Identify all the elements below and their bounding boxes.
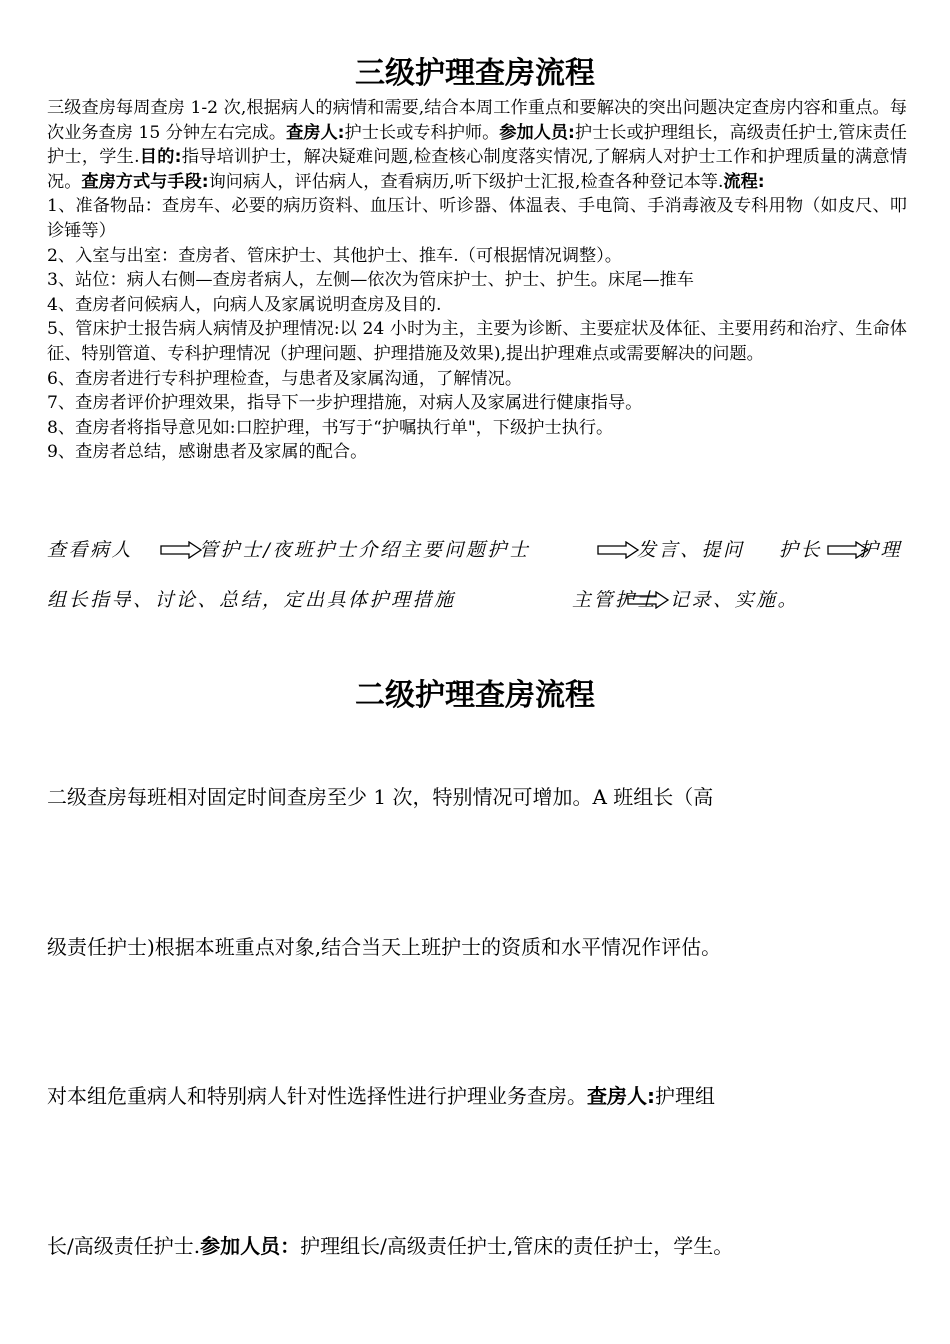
section2-line-2: 级责任护士)根据本班重点对象,结合当天上班护士的资质和水平情况作评估。 <box>47 935 722 959</box>
step-item: 2、入室与出室：查房者、管床护士、其他护士、推车.（可根据情况调整）。 <box>47 245 622 266</box>
right-arrow-icon <box>627 591 669 609</box>
section2-line-3-tail: 护理组 <box>655 1084 715 1108</box>
checker-text: 护士长或专科护师。 <box>344 122 500 143</box>
step-item: 4、查房者问候病人，向病人及家属说明查房及目的. <box>47 294 442 315</box>
section2-line-3 <box>47 1081 907 1111</box>
flow-step-nursing: 护理 <box>859 539 903 561</box>
section2-line-1: 二级查房每班相对固定时间查房至少 1 次，特别情况可增加。A 班组长（高 <box>47 785 714 809</box>
step-item: 6、查房者进行专科护理检查，与患者及家属沟通，了解情况。 <box>47 368 523 389</box>
flow-step-group-leader-guide: 组长指导、讨论、总结，定出具体护理措施 <box>47 589 456 611</box>
section2-line-4 <box>47 1231 907 1261</box>
process-label: 流程: <box>723 171 765 192</box>
section2-checker-label: 查房人: <box>587 1084 655 1108</box>
participants-label: 参加人员: <box>499 122 575 143</box>
right-arrow-icon <box>597 541 639 559</box>
section2-line-4-a: 长/高级责任护士. <box>47 1234 201 1258</box>
flow-line-1 <box>47 530 917 570</box>
flow-step-nurse-report: 管护士/夜班护士介绍主要问题护士 <box>199 539 531 561</box>
flow-line-2 <box>47 580 917 620</box>
step-item: 3、站位：病人右侧—查房者病人，左侧—依次为管床护士、护士、护生。床尾—推车 <box>47 270 694 291</box>
method-text: 询问病人，评估病人，查看病历,听下级护士汇报,检查各种登记本等. <box>208 171 724 192</box>
flow-step-head-nurse: 护长 <box>779 539 823 561</box>
flow-step-speak-question: 发言、提问 <box>637 539 745 561</box>
step-item: 8、查房者将指导意见如:口腔护理，书写于“护嘱执行单"，下级护士执行。 <box>47 417 614 438</box>
intro-text: 三级查房每周查房 1-2 次,根据病人的病情和需要,结合本周工作重点和要解决的突出问题决定查房内容和重点。每次业务查房 15 分钟左右完成。 <box>47 98 907 143</box>
section1-body <box>47 96 907 465</box>
flow-step-view-patient: 查看病人 <box>47 539 134 561</box>
section2-title: 二级护理查房流程 <box>355 678 595 713</box>
step-item: 7、查房者评价护理效果，指导下一步护理措施，对病人及家属进行健康指导。 <box>47 393 643 414</box>
flow-step-chief-nurse: 主管护士 <box>572 589 659 611</box>
step-item: 1、准备物品：查房车、必要的病历资料、血压计、听诊器、体温表、手电筒、手消毒液及专科用物（如皮尺、叩诊锤等） <box>47 196 907 241</box>
purpose-text: 指导培训护士，解决疑难问题,检查核心制度落实情况,了解病人对护士工作和护理质量的满意情况。 <box>47 147 908 192</box>
section2-line-3-text: 对本组危重病人和特别病人针对性选择性进行护理业务查房。 <box>47 1084 587 1108</box>
step-item: 5、管床护士报告病人病情及护理情况:以 24 小时为主，主要为诊断、主要症状及体征、主要用药和治疗、生命体征、特别管道、专科护理情况（护理问题、护理措施及效果),提出护理难点或需要解决的问题。 <box>47 319 907 364</box>
section2-participants-label: 参加人员： <box>200 1234 301 1258</box>
section2-line-4-b: 护理组长/高级责任护士,管床的责任护士，学生。 <box>300 1234 734 1258</box>
step-item: 9、查房者总结，感谢患者及家属的配合。 <box>47 442 368 463</box>
checker-label: 查房人: <box>286 122 345 143</box>
participants-text: 护士长或护理组长，高级责任护士,管床责任护士，学生. <box>47 122 907 168</box>
purpose-label: 目的: <box>139 147 182 168</box>
right-arrow-icon <box>160 541 202 559</box>
section1-title: 三级护理查房流程 <box>355 56 595 91</box>
flow-step-record-implement: 记录、实施。 <box>670 589 800 611</box>
method-label: 查房方式与手段: <box>81 171 209 192</box>
section1-intro-paragraph <box>47 96 907 194</box>
